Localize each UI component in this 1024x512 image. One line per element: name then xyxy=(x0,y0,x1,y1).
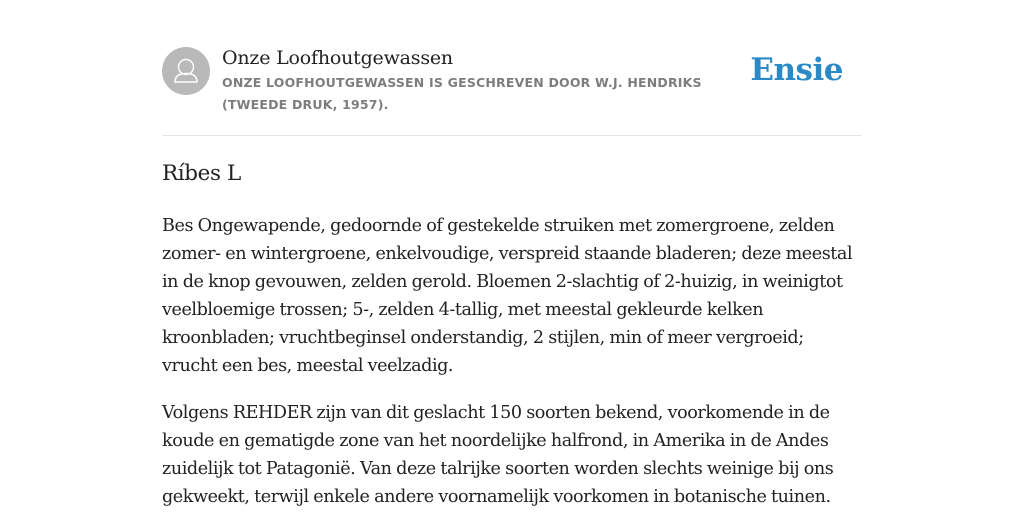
source-header xyxy=(162,46,862,136)
article-paragraph: Volgens REHDER zijn van dit geslacht 150 soorten bekend, voorkomende in de koude en gematigde zone van het noordelijke halfrond, in Amerika in de Andes zuidelijk tot Patagonië. Van deze talrijke soorten worden slechts weinige bij ons gekweekt, terwijl enkele andere voornamelijk voorkomen in botanische tuinen. xyxy=(162,403,834,507)
source-description: ONZE LOOFHOUTGEWASSEN IS GESCHREVEN DOOR W.J. HENDRIKS (TWEEDE DRUK, 1957). xyxy=(222,75,702,112)
article xyxy=(162,158,862,511)
article-title: Ríbes L xyxy=(162,161,241,186)
header-divider xyxy=(162,135,862,136)
ensie-logo[interactable]: Ensie xyxy=(750,52,843,88)
article-paragraph: Bes Ongewapende, gedoornde of gestekelde struiken met zomergroene, zelden zomer- en wintergroene, enkelvoudige, verspreid staande bladeren; deze meestal in de knop gevouwen, zelden gerold. Bloemen 2-slachtig of 2-huizig, in weinigtot veelbloemige trossen; 5-, zelden 4-tallig, met meestal gekleurde kelken kroonbladen; vruchtbeginsel onderstandig, 2 stijlen, min of meer vergroeid; vrucht een bes, meestal veelzadig. xyxy=(162,216,853,376)
user-placeholder-icon xyxy=(162,47,210,95)
source-title[interactable]: Onze Loofhoutgewassen xyxy=(222,47,453,69)
